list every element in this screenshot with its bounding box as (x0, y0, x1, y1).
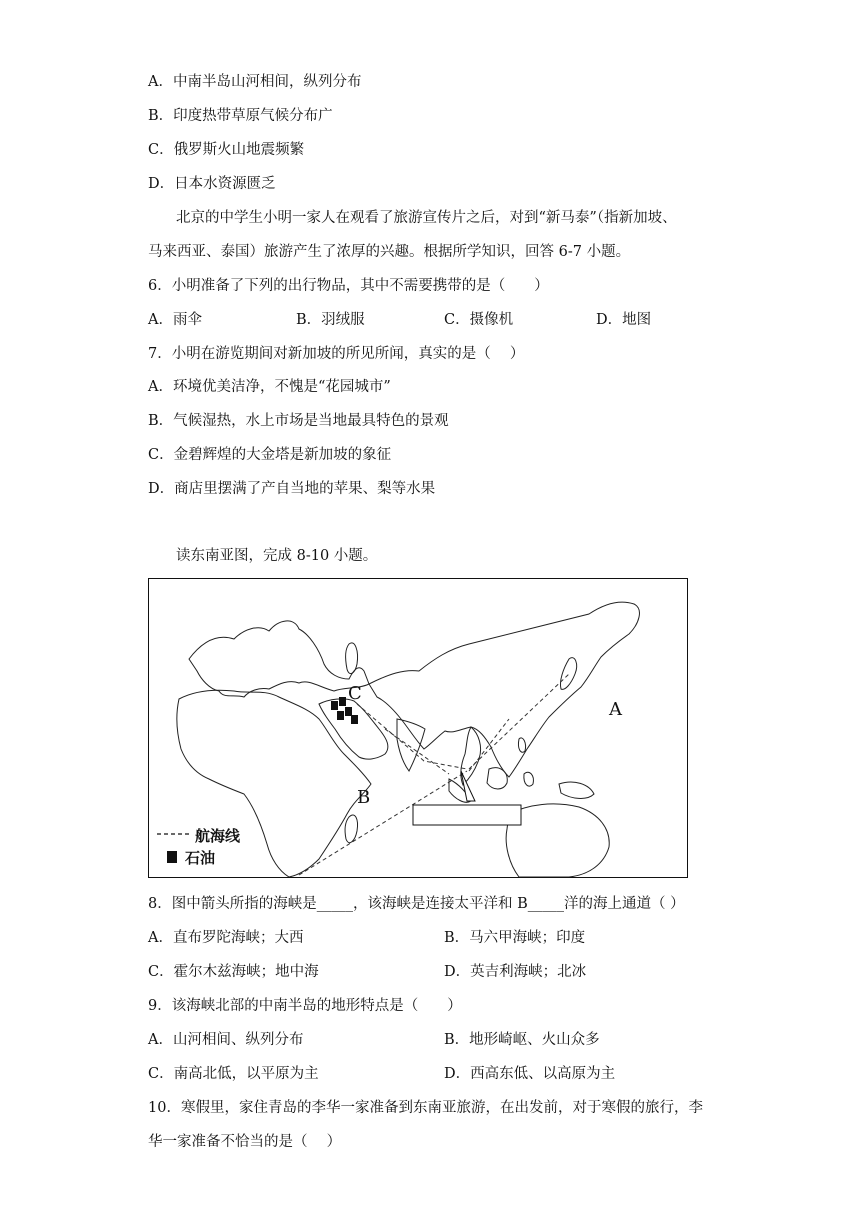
q6-option-a: A．雨伞 (148, 312, 202, 328)
japan-outline (560, 658, 576, 690)
q7-option-d: D．商店里摆满了产自当地的苹果、梨等水果 (148, 481, 436, 497)
q7-option-a: A．环境优美洁净，不愧是“花园城市” (148, 379, 391, 395)
q6-option-c: C．摄像机 (444, 312, 514, 328)
q7-option-b: B．气候湿热，水上市场是当地最具特色的景观 (148, 413, 449, 429)
oil-marker (331, 701, 338, 710)
q6-option-b: B．羽绒服 (296, 312, 365, 328)
q7-option-c: C．金碧辉煌的大金塔是新加坡的象征 (148, 447, 392, 463)
q7-stem: 7．小明在游览期间对新加坡的所见所闻，真实的是（ ） (148, 346, 525, 362)
map-label-a: A (609, 699, 622, 720)
legend-oil-symbol (167, 851, 177, 863)
arabia-outline (319, 699, 388, 759)
q8-option-c: C．霍尔木兹海峡；地中海 (148, 964, 319, 980)
borneo-outline (487, 768, 507, 789)
intro-8-10: 读东南亚图，完成 8-10 小题。 (176, 548, 378, 564)
route-to-japan (469, 674, 569, 769)
legend-route-label: 航海线 (195, 827, 241, 845)
q8-stem: 8．图中箭头所指的海峡是_____，该海峡是连接太平洋和 B_____洋的海上通道（ ） (148, 896, 685, 912)
q9-stem: 9．该海峡北部的中南半岛的地形特点是（ ） (148, 998, 462, 1014)
q9-option-b: B．地形崎岖、火山众多 (444, 1032, 600, 1048)
europe-outline (189, 621, 369, 697)
madagascar-outline (345, 815, 358, 843)
q5-option-c: C．俄罗斯火山地震频繁 (148, 142, 305, 158)
q9-option-a: A．山河相间、纵列分布 (148, 1032, 304, 1048)
intro-6-7-line1: 北京的中学生小明一家人在观看了旅游宣传片之后，对到“新马泰”（指新加坡、 (176, 210, 677, 226)
oil-marker (351, 715, 358, 724)
q5-option-a: A．中南半岛山河相间，纵列分布 (148, 74, 362, 90)
q9-option-d: D．西高东低、以高原为主 (444, 1066, 616, 1082)
new-guinea-outline (559, 782, 594, 798)
map-label-b: B (357, 787, 371, 808)
southeast-asia-map (148, 578, 688, 878)
intro-6-7-line2: 马来西亚、泰国）旅游产生了浓厚的兴趣。根据所学知识，回答 6-7 小题。 (148, 244, 631, 260)
oil-marker (339, 697, 346, 706)
q8-option-d: D．英吉利海峡；北冰 (444, 964, 587, 980)
oil-marker (337, 711, 344, 720)
route-to-china (469, 719, 509, 771)
q6-stem: 6．小明准备了下列的出行物品，其中不需要携带的是（ ） (148, 278, 549, 294)
q6-option-d: D．地图 (596, 312, 652, 328)
asia-outline (369, 602, 639, 777)
legend-oil-label: 石油 (185, 849, 216, 867)
q5-option-b: B．印度热带草原气候分布广 (148, 108, 333, 124)
route-gulf-to-strait (357, 704, 467, 769)
q8-option-a: A．直布罗陀海峡；大西 (148, 930, 304, 946)
philippines-outline (518, 738, 525, 752)
q10-line2: 华一家准备不恰当的是（ ） (148, 1134, 342, 1150)
australia-outline (506, 804, 609, 877)
q10-line1: 10．寒假里，家住青岛的李华一家准备到东南亚旅游，在出发前，对于寒假的旅行，李 (148, 1100, 703, 1116)
strait-arrow (461, 771, 475, 801)
q9-option-c: C．南高北低，以平原为主 (148, 1066, 319, 1082)
sulawesi-outline (524, 772, 534, 786)
answer-box (413, 805, 521, 825)
q5-option-d: D．日本水资源匮乏 (148, 176, 276, 192)
q8-option-b: B．马六甲海峡；印度 (444, 930, 586, 946)
map-coastlines (177, 602, 640, 877)
oil-marker (345, 707, 352, 716)
map-label-c: C (348, 683, 362, 704)
caspian-sea (346, 643, 358, 674)
